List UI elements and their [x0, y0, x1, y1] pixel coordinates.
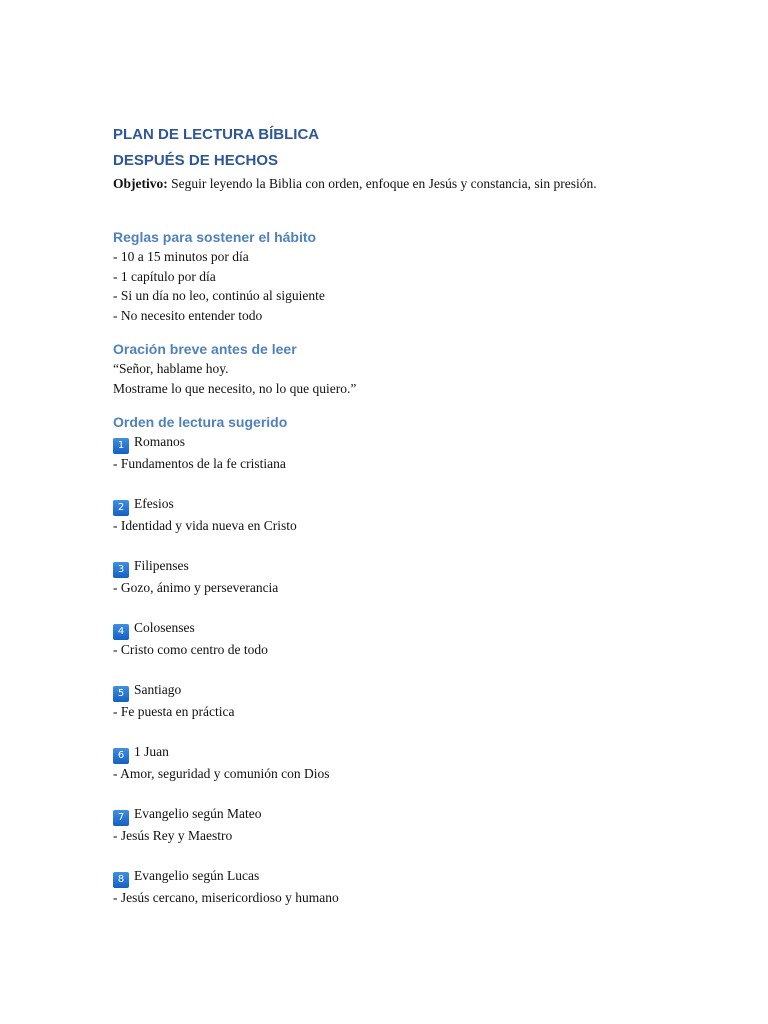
book-name: Evangelio según Mateo	[134, 806, 262, 821]
book-name: Santiago	[134, 682, 182, 697]
book-entry	[113, 804, 713, 846]
document-page	[113, 122, 713, 908]
book-description: - Fe puesta en práctica	[113, 704, 235, 719]
book-entry	[113, 618, 713, 660]
book-entry	[113, 432, 713, 474]
book-title-line	[113, 494, 713, 516]
document-title: PLAN DE LECTURA BÍBLICA	[113, 126, 320, 143]
book-name: Evangelio según Lucas	[134, 868, 260, 883]
book-description: - Cristo como centro de todo	[113, 642, 268, 657]
prayer-section	[113, 339, 713, 398]
book-description: - Fundamentos de la fe cristiana	[113, 456, 286, 471]
book-entry	[113, 556, 713, 598]
book-description: - Gozo, ánimo y perseverancia	[113, 580, 279, 595]
book-title-line	[113, 866, 713, 888]
book-title-line	[113, 556, 713, 578]
book-entry	[113, 866, 713, 908]
book-entry	[113, 494, 713, 536]
rule-item: - 10 a 15 minutos por día	[113, 249, 249, 264]
objective	[113, 174, 713, 194]
objective-text: Seguir leyendo la Biblia con orden, enfoque en Jesús y constancia, sin presión.	[167, 176, 597, 191]
rules-heading: Reglas para sostener el hábito	[113, 229, 317, 245]
prayer-line: Mostrame lo que necesito, no lo que quiero.”	[113, 380, 357, 396]
objective-label: Objetivo:	[113, 176, 168, 191]
book-name: Colosenses	[134, 620, 195, 635]
book-name: Romanos	[134, 434, 186, 449]
number-badge-icon: 8	[113, 872, 129, 888]
rule-item: - 1 capítulo por día	[113, 268, 216, 284]
reading-order-heading: Orden de lectura sugerido	[113, 414, 288, 430]
number-badge-icon: 5	[113, 686, 129, 702]
book-name: 1 Juan	[134, 744, 169, 759]
book-description: - Jesús cercano, misericordioso y humano	[113, 890, 339, 905]
book-name: Filipenses	[134, 558, 189, 573]
book-description: - Identidad y vida nueva en Cristo	[113, 518, 297, 533]
book-title-line	[113, 804, 713, 826]
document-subtitle: DESPUÉS DE HECHOS	[113, 152, 279, 169]
rule-item: - Si un día no leo, continúo al siguiente	[113, 288, 325, 303]
number-badge-icon: 6	[113, 748, 129, 764]
number-badge-icon: 3	[113, 562, 129, 578]
book-name: Efesios	[134, 496, 174, 511]
book-entry	[113, 742, 713, 784]
number-badge-icon: 2	[113, 500, 129, 516]
book-title-line	[113, 618, 713, 640]
book-title-line	[113, 742, 713, 764]
book-title-line	[113, 432, 713, 454]
rule-item: - No necesito entender todo	[113, 307, 263, 323]
prayer-heading: Oración breve antes de leer	[113, 341, 297, 357]
rules-section	[113, 227, 713, 325]
prayer-line: “Señor, hablame hoy.	[113, 361, 229, 376]
number-badge-icon: 7	[113, 810, 129, 826]
reading-order-section	[113, 412, 713, 908]
book-title-line	[113, 680, 713, 702]
book-description: - Amor, seguridad y comunión con Dios	[113, 766, 330, 781]
book-entry	[113, 680, 713, 722]
book-description: - Jesús Rey y Maestro	[113, 828, 233, 843]
number-badge-icon: 1	[113, 438, 129, 454]
number-badge-icon: 4	[113, 624, 129, 640]
